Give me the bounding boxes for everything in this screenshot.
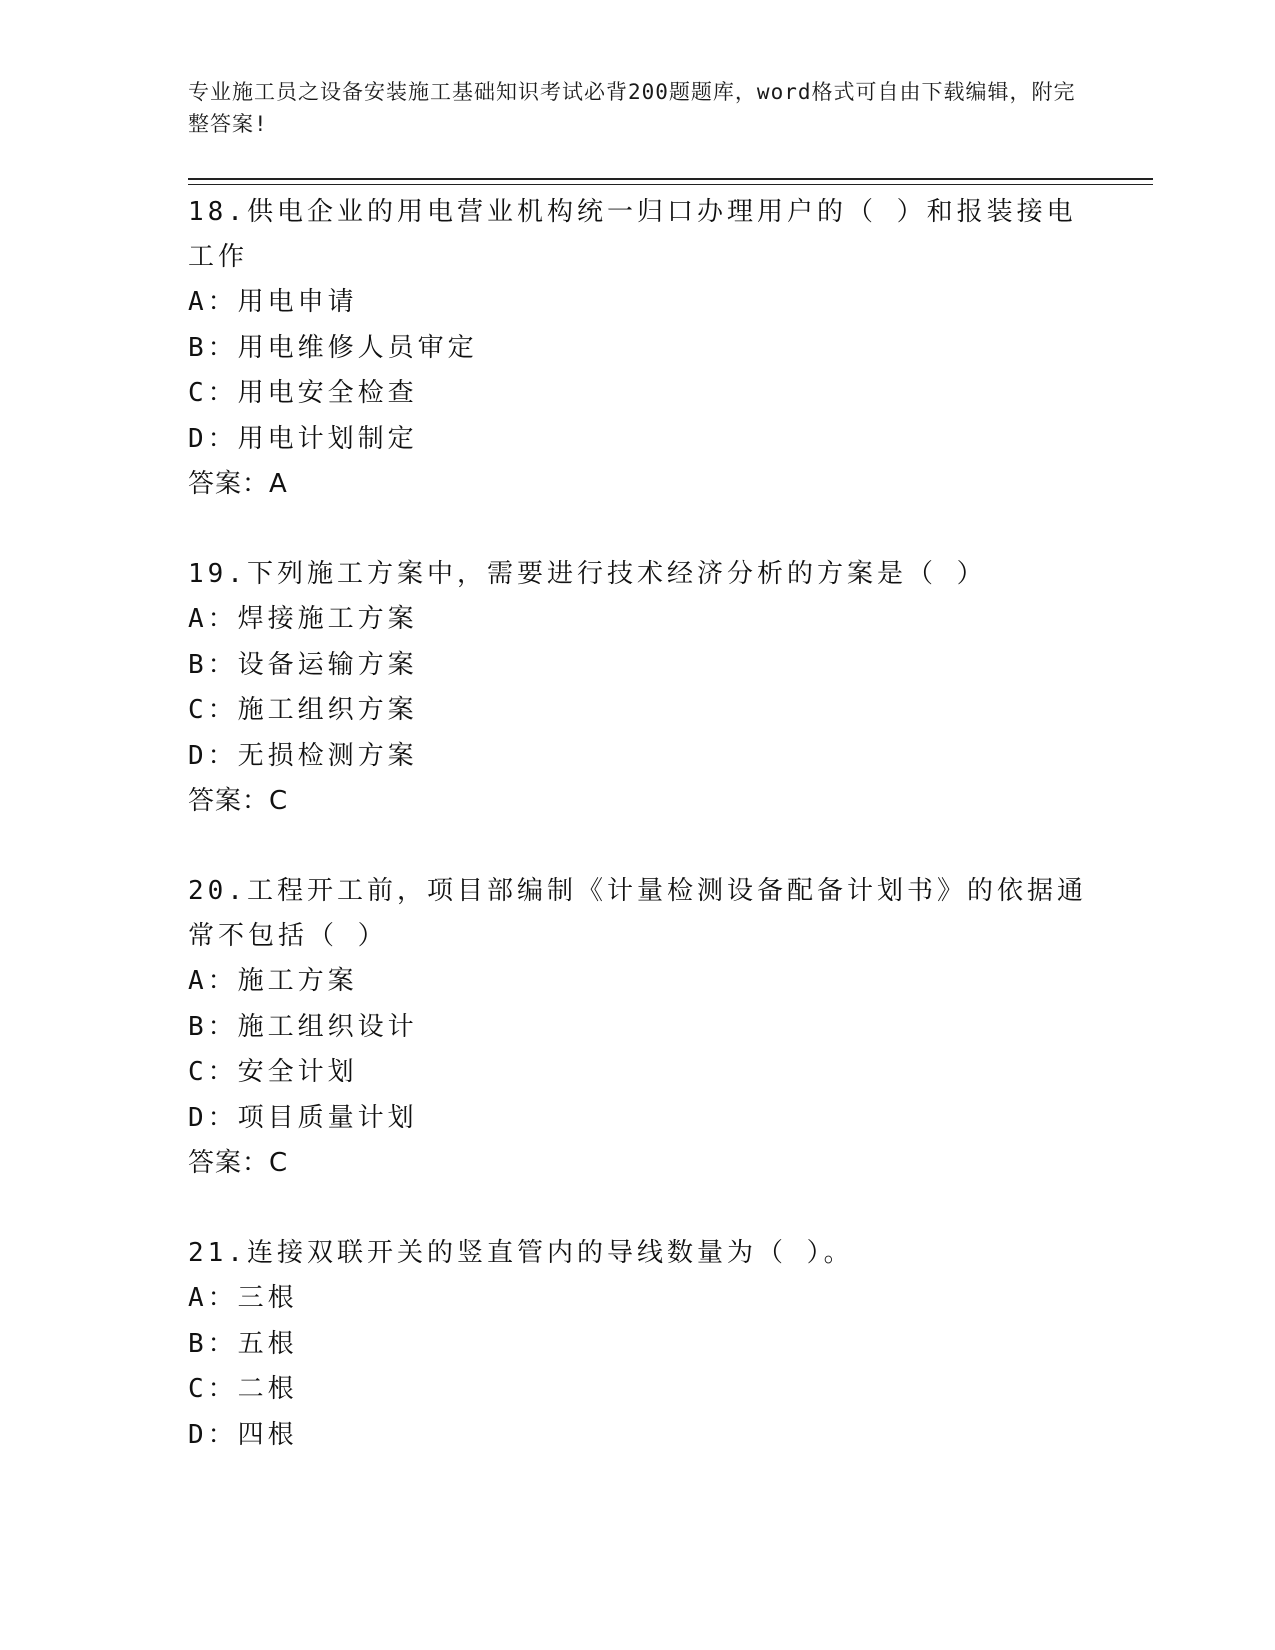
option-b: B：施工组织设计 bbox=[188, 1011, 418, 1042]
option-d: D：项目质量计划 bbox=[188, 1102, 418, 1133]
header-divider-thin bbox=[188, 184, 1153, 185]
option-a: A：焊接施工方案 bbox=[188, 604, 418, 634]
question-text: 19.下列施工方案中，需要进行技术经济分析的方案是（ ） bbox=[188, 559, 987, 589]
header-divider-thick bbox=[188, 178, 1153, 180]
answer-line: 答案：C bbox=[188, 786, 289, 816]
question-list bbox=[188, 190, 1088, 1458]
option-b: B：设备运输方案 bbox=[188, 649, 418, 680]
question-19 bbox=[188, 552, 1088, 824]
option-a: A：三根 bbox=[188, 1283, 298, 1313]
option-b: B：五根 bbox=[188, 1328, 298, 1359]
option-b: B：用电维修人员审定 bbox=[188, 332, 478, 363]
option-d: D：四根 bbox=[188, 1419, 298, 1450]
question-text: 18.供电企业的用电营业机构统一归口办理用户的（ ）和报装接电工作 bbox=[188, 197, 1077, 272]
option-d: D：无损检测方案 bbox=[188, 740, 418, 771]
option-d: D：用电计划制定 bbox=[188, 423, 418, 454]
option-c: C：施工组织方案 bbox=[188, 695, 418, 725]
option-a: A：施工方案 bbox=[188, 966, 358, 996]
option-c: C：安全计划 bbox=[188, 1057, 358, 1087]
option-c: C：用电安全检查 bbox=[188, 378, 418, 408]
question-text: 21.连接双联开关的竖直管内的导线数量为（ ）。 bbox=[188, 1238, 854, 1268]
question-text: 20.工程开工前，项目部编制《计量检测设备配备计划书》的依据通常不包括（ ） bbox=[188, 876, 1087, 951]
question-21 bbox=[188, 1231, 1088, 1458]
question-spacer bbox=[188, 507, 1088, 552]
question-20 bbox=[188, 869, 1088, 1186]
question-spacer bbox=[188, 824, 1088, 869]
question-spacer bbox=[188, 1186, 1088, 1231]
option-c: C：二根 bbox=[188, 1374, 298, 1404]
option-a: A：用电申请 bbox=[188, 287, 358, 317]
document-header: 专业施工员之设备安装施工基础知识考试必背200题题库，word格式可自由下载编辑，附完整答案! bbox=[188, 80, 1076, 136]
question-18 bbox=[188, 190, 1088, 507]
answer-line: 答案：A bbox=[188, 469, 288, 499]
answer-line: 答案：C bbox=[188, 1148, 289, 1178]
